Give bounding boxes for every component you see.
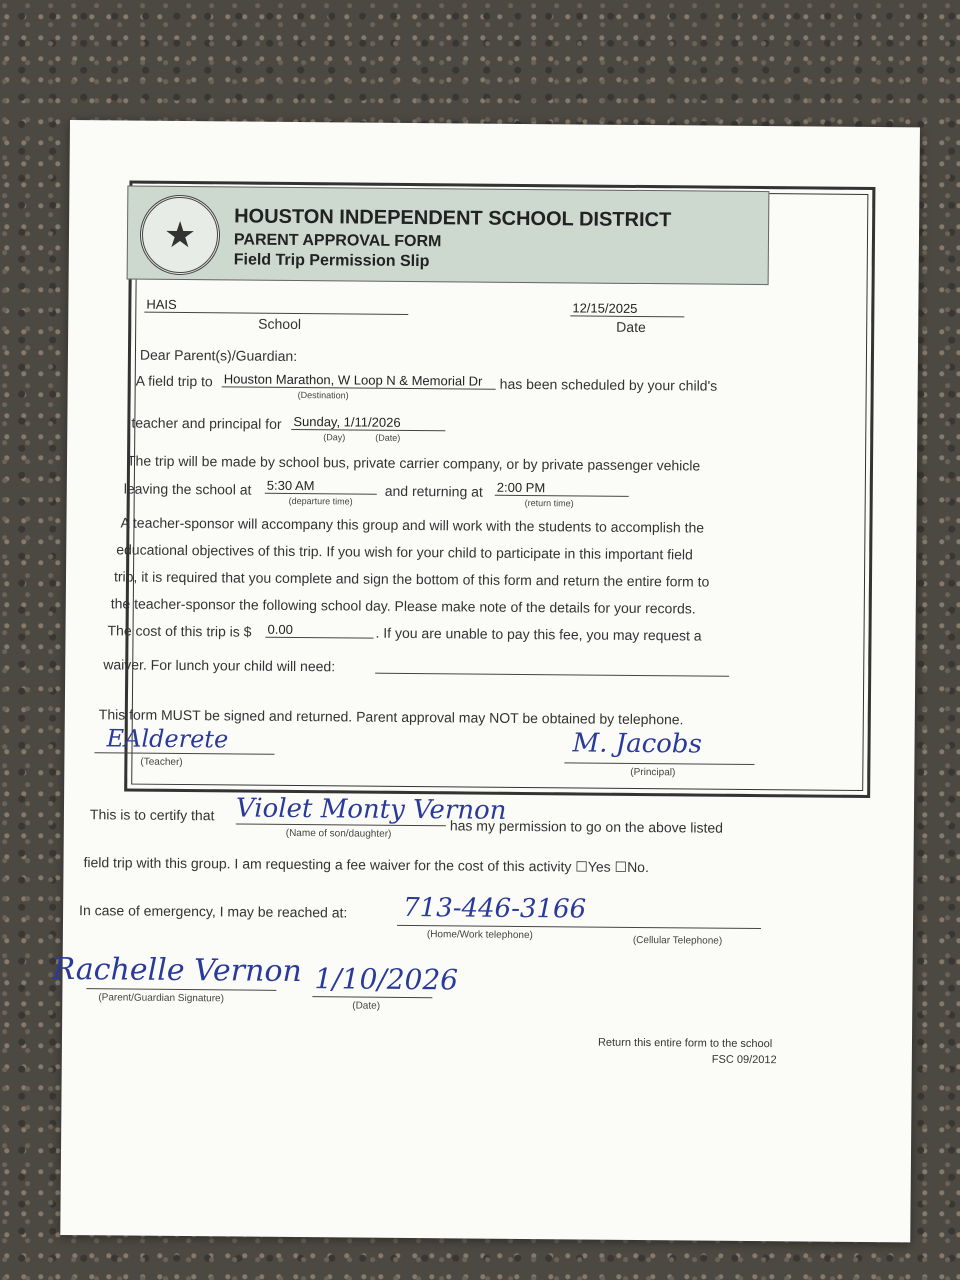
body-line-4: the teacher-sponsor the following school day. Please make note of the details for your records. [110, 595, 696, 617]
emergency-prefix: In case of emergency, I may be reached at: [79, 902, 348, 921]
permission-slip-paper [52, 120, 920, 1242]
form-title: PARENT APPROVAL FORM [233, 231, 442, 251]
teacher-principal-text: teacher and principal for [131, 414, 282, 432]
body-line-2: educational objectives of this trip. If you wish for your child to participate in this important field [116, 541, 693, 563]
trip-suffix: has been scheduled by your child's [499, 375, 718, 394]
cost-prefix: The cost of this trip is $ [107, 622, 252, 640]
returning-text: and returning at [384, 482, 483, 500]
school-value[interactable]: HAIS [144, 297, 408, 315]
body-line-1: A teacher-sponsor will accompany this group and will work with the students to accomplish the [120, 514, 705, 536]
lunch-text: waiver. For lunch your child will need: [103, 656, 336, 675]
cost-suffix: . If you are unable to pay this fee, you may request a [375, 624, 702, 644]
day-label: (Day) [323, 432, 346, 443]
destination-value[interactable]: Houston Marathon, W Loop N & Memorial Dr [222, 371, 496, 389]
leaving-text: leaving the school at [123, 480, 252, 498]
principal-signature: M. Jacobs [572, 728, 702, 760]
lunch-value[interactable] [375, 657, 729, 677]
emergency-phone[interactable]: 713-446-3166 [403, 892, 587, 925]
return-note: Return this entire form to the school [597, 1036, 773, 1051]
destination-label: (Destination) [297, 389, 349, 401]
parent-signature-label: (Parent/Guardian Signature) [98, 992, 225, 1005]
parent-date-line [312, 996, 432, 998]
certify-line-2: field trip with this group. I am requesting a fee waiver for the cost of this activity ☐Yes ☐No. [83, 854, 649, 876]
body-line-3: trip, it is required that you complete and sign the bottom of this form and return the entire form to [113, 568, 710, 590]
transport-text: The trip will be made by school bus, private carrier company, or by private passenger vehicle [126, 452, 701, 474]
student-name[interactable]: Violet Monty Vernon [235, 793, 507, 826]
form-subtitle: Field Trip Permission Slip [233, 251, 430, 271]
date-sub-label: (Date) [375, 432, 401, 443]
student-label: (Name of son/daughter) [285, 827, 392, 840]
cost-value[interactable]: 0.00 [265, 622, 373, 639]
district-seal [140, 195, 221, 276]
certify-suffix: has my permission to go on the above listed [449, 817, 724, 836]
departure-label: (departure time) [288, 495, 353, 507]
must-sign-notice: This form MUST be signed and returned. Parent approval may NOT be obtained by telephone. [98, 706, 684, 728]
cell-phone-label: (Cellular Telephone) [632, 934, 723, 947]
trip-day-date[interactable]: Sunday, 1/11/2026 [291, 414, 445, 431]
header-banner [127, 186, 770, 286]
trip-prefix: A field trip to [135, 372, 213, 390]
return-label: (return time) [524, 497, 574, 509]
date-label: Date [616, 318, 646, 336]
teacher-signature: EAlderete [106, 724, 229, 754]
certify-prefix: This is to certify that [89, 806, 215, 824]
school-label: School [258, 315, 302, 333]
greeting: Dear Parent(s)/Guardian: [139, 346, 298, 364]
form-code: FSC 09/2012 [711, 1053, 777, 1067]
parent-signature: Rachelle Vernon [52, 951, 302, 990]
district-name: HOUSTON INDEPENDENT SCHOOL DISTRICT [234, 205, 672, 232]
parent-date-label: (Date) [352, 1000, 381, 1012]
principal-label: (Principal) [630, 766, 676, 779]
parent-date: 1/10/2026 [314, 962, 459, 997]
return-time[interactable]: 2:00 PM [495, 480, 629, 497]
star-icon: ★ [163, 213, 197, 256]
teacher-label: (Teacher) [140, 756, 183, 769]
home-phone-label: (Home/Work telephone) [426, 929, 533, 942]
departure-time[interactable]: 5:30 AM [265, 478, 377, 495]
date-value[interactable]: 12/15/2025 [570, 300, 684, 317]
